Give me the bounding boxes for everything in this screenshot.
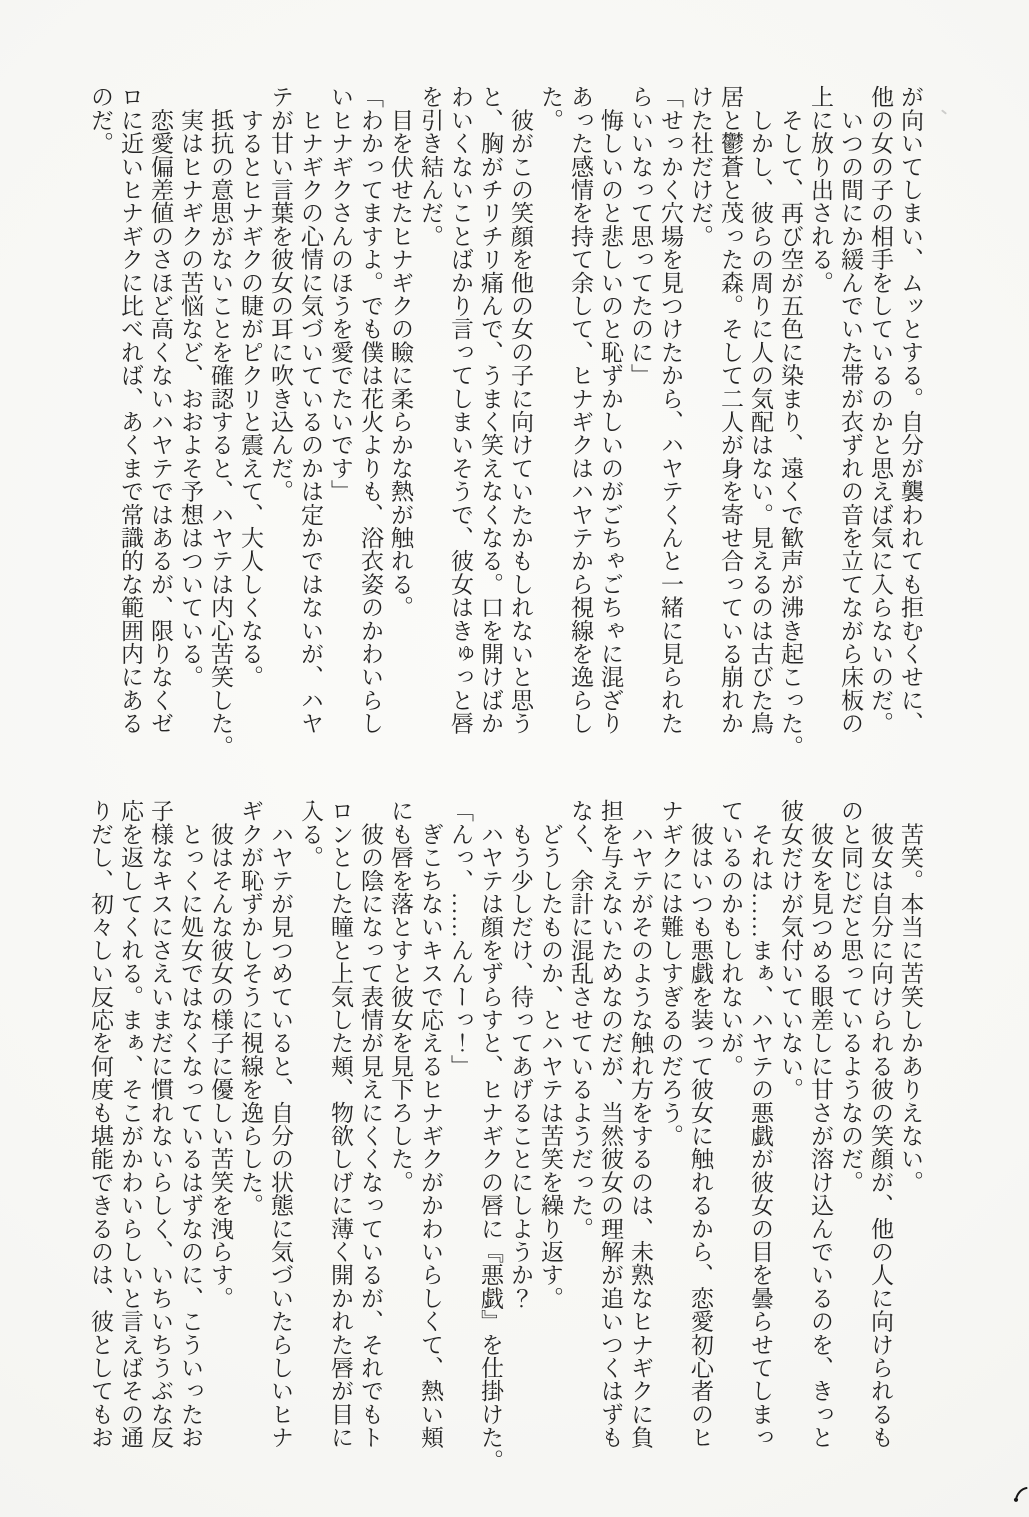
text-column: とっくに処女ではなくなっているはずなのに、こういったお [178,799,203,1449]
text-column: のと同じだと思っているようなのだ。 [838,799,863,1194]
text-column: 悔しいのと悲しいのと恥ずかしいのがごちゃごちゃに混ざり [598,85,623,735]
text-column: 「せっかく穴場を見つけたから、ハヤテくんと一緒に見られた [658,85,683,735]
text-column: ハヤテが見つめていると、自分の状態に気づいたらしいヒナ [268,799,293,1449]
text-column: 実はヒナギクの苦悩など、おおよそ予想はついている。 [178,85,203,689]
text-column: ギクが恥ずかしそうに視線を逸らした。 [238,799,263,1217]
text-column: ロンとした瞳と上気した頬、物欲しげに薄く開かれた唇が目に [328,799,353,1449]
ink-mark [1012,1486,1028,1506]
text-column: いヒナギクさんのほうを愛でたいです」 [328,85,353,503]
text-column: 彼がこの笑顔を他の女の子に向けていたかもしれないと思う [508,85,533,735]
text-column: 担を与えないためなのだが、当然彼女の理解が追いつくはずも [598,799,623,1449]
text-column: 抵抗の意思がないことを確認すると、ハヤテは内心苦笑した。 [208,85,233,758]
text-column: しかし、彼らの周りに人の気配はない。見えるのは古びた鳥 [748,85,773,735]
text-column: が向いてしまい、ムッとする。自分が襲われても拒むくせに、 [898,85,923,735]
text-column: 彼女を見つめる眼差しに甘さが溶け込んでいるのを、きっと [808,799,833,1449]
text-column: りだし、初々しい反応を何度も堪能できるのは、彼としてもお [88,799,113,1449]
text-column: 入る。 [298,799,323,869]
text-column: 上に放り出される。 [808,85,833,294]
text-column: それは……まぁ、ハヤテの悪戯が彼女の目を曇らせてしまっ [748,799,773,1449]
text-column: と、胸がチリチリ痛んで、うまく笑えなくなる。口を開けばか [478,85,503,735]
text-column: た。 [538,85,563,132]
text-column: らいいなって思ってたのに」 [628,85,653,387]
text-column: 彼女は自分に向けられる彼の笑顔が、他の人に向けられるも [868,799,893,1449]
text-column: ヒナギクの心情に気づいているのかは定かではないが、ハヤ [298,85,323,735]
text-column: 彼はいつも悪戯を装って彼女に触れるから、恋愛初心者のヒ [688,799,713,1449]
text-column: ロに近いヒナギクに比べれば、あくまで常識的な範囲内にある [118,85,143,735]
text-column: 「わかってますよ。でも僕は花火よりも、浴衣姿のかわいらし [358,85,383,735]
text-block-top [85,85,925,763]
text-column: 彼女だけが気付いていない。 [778,799,803,1101]
text-column: テが甘い言葉を彼女の耳に吹き込んだ。 [268,85,293,503]
text-column: けた社だけだ。 [688,85,713,248]
text-column: するとヒナギクの睫がピクリと震えて、大人しくなる。 [238,85,263,689]
text-column: もう少しだけ、待ってあげることにしようか？ [508,799,533,1310]
text-column: 彼はそんな彼女の様子に優しい苦笑を洩らす。 [208,799,233,1310]
scan-speck [941,109,947,114]
text-column: 苦笑。本当に苦笑しかありえない。 [898,799,923,1194]
text-column: ナギクには難しすぎるのだろう。 [658,799,683,1147]
text-column: 応を返してくれる。まぁ、そこがかわいらしいと言えばその通 [118,799,143,1449]
text-column: なく、余計に混乱させているようだった。 [568,799,593,1240]
text-block-bottom [85,799,925,1477]
text-column: 目を伏せたヒナギクの瞼に柔らかな熱が触れる。 [388,85,413,619]
text-column: ハヤテは顔をずらすと、ヒナギクの唇に『悪戯』を仕掛けた。 [478,799,503,1472]
text-column: を引き結んだ。 [418,85,443,248]
text-column: ているのかもしれないが。 [718,799,743,1078]
text-column: のだ。 [88,85,113,155]
text-column: 彼の陰になって表情が見えにくくなっているが、それでもト [358,799,383,1449]
text-column: いつの間にか緩んでいた帯が衣ずれの音を立てながら床板の [838,85,863,735]
text-column: 「んっ、……んんーっ！」 [448,799,473,1078]
text-column: ぎこちないキスで応えるヒナギクがかわいらしくて、熱い頬 [418,799,443,1449]
text-column: わいくないことばかり言ってしまいそうで、彼女はきゅっと唇 [448,85,473,735]
text-column: どうしたものか、とハヤテは苦笑を繰り返す。 [538,799,563,1310]
text-column: 居と鬱蒼と茂った森。そして二人が身を寄せ合っている崩れか [718,85,743,735]
text-column: 恋愛偏差値のさほど高くないハヤテではあるが、限りなくゼ [148,85,173,735]
text-column: あった感情を持て余して、ヒナギクはハヤテから視線を逸らし [568,85,593,735]
text-column: そして、再び空が五色に染まり、遠くで歓声が沸き起こった。 [778,85,803,758]
text-column: ハヤテがそのような触れ方をするのは、未熟なヒナギクに負 [628,799,653,1449]
text-column: 他の女の子の相手をしているのかと思えば気に入らないのだ。 [868,85,893,735]
text-column: にも唇を落とすと彼女を見下ろした。 [388,799,413,1194]
text-column: 子様なキスにさえいまだに慣れないらしく、いちいちうぶな反 [148,799,173,1449]
